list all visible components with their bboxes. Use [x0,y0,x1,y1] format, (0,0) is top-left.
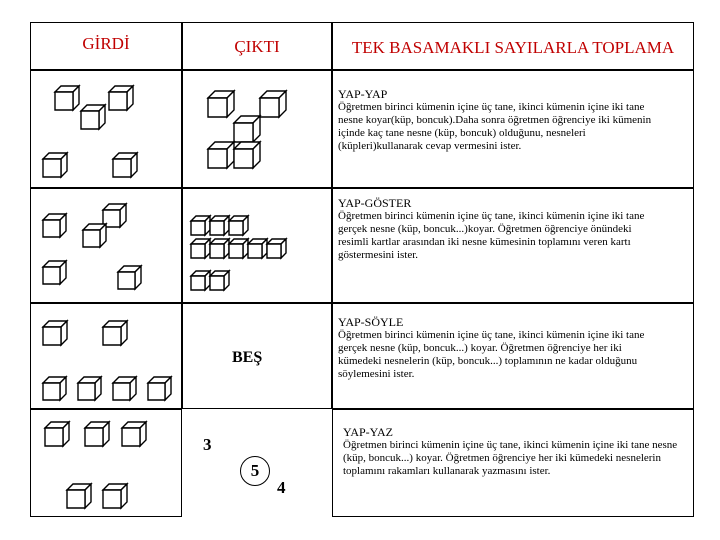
cube-icon [147,376,172,401]
cube-icon [228,215,249,236]
cube-icon [54,85,80,111]
cube-icon [233,141,261,169]
cube-icon [266,238,287,259]
row1-description [338,88,663,153]
row2-step-title: YAP-GÖSTER [338,196,412,210]
cube-icon [209,238,230,259]
cube-icon [228,238,249,259]
output-header: ÇIKTI [234,37,280,56]
sum-value: 5 [250,461,260,480]
cube-icon [42,320,68,346]
cube-icon [42,260,67,285]
cube-icon [84,421,110,447]
cube-icon [190,270,211,291]
row3-description [338,316,663,381]
cube-icon [207,90,235,118]
addend-a: 3 [203,435,212,454]
cube-icon [82,223,107,248]
cube-icon [190,238,211,259]
cube-icon [108,85,134,111]
input-header: GİRDİ [82,34,130,53]
row4-step-title: YAP-YAZ [343,425,394,439]
cube-icon [112,376,137,401]
cube-icon [233,115,261,143]
cube-icon [66,483,92,509]
cube-icon [77,376,102,401]
row1-step-text: Öğretmen birinci kümenin içine üç tane, ikinci kümenin içine iki tane nesne koyar(küp, boncuk).Daha sonra öğretmen öğrenciye iki kümenin içinde kaç tane nesne (küp, boncuk) olduğunu, nesneleri (küpleri)kullanarak cevap vermesini ister. [338,101,652,152]
cube-icon [190,215,211,236]
row4-step-text: Öğretmen birinci kümenin içine üç tane, ikinci kümenin içine iki tane nesne (küp, boncuk...) koyar. Öğretmen öğrenciye her iki kümedeki nesnelerin toplamını rakamları kullanarak yazmasını ister. [343,439,678,477]
cube-icon [42,152,68,178]
row1-step-title: YAP-YAP [338,87,388,101]
answer-word: BEŞ [232,349,263,366]
sum-circle [240,456,270,486]
row3-step-text: Öğretmen birinci kümenin içine üç tane, ikinci kümenin içine iki tane gerçek nesne (küp, boncuk...) koyar. Öğretmen öğrenciye her iki kümedeki nesnelerin (küp, boncuk...) toplamının ne kadar olduğunu söylemesini ister. [338,329,645,380]
cube-icon [247,238,268,259]
cube-icon [112,152,138,178]
row4-description [343,426,683,478]
cube-icon [121,421,147,447]
cube-icon [209,270,230,291]
addend-b: 4 [277,478,286,497]
cube-icon [42,213,67,238]
cube-icon [209,215,230,236]
cube-icon [207,141,235,169]
cube-icon [102,483,128,509]
cube-icon [80,104,106,130]
cube-icon [102,320,128,346]
cube-icon [42,376,67,401]
cube-icon [259,90,287,118]
row2-step-text: Öğretmen birinci kümenin içine üç tane, ikinci kümenin içine iki tane gerçek nesne (küp, boncuk...)koyar. Öğretmen öğrenciye önündeki resimli kartlar arasından iki nesne kümesinin toplamını veren kartı göstermesini ister. [338,210,645,261]
row2-description [338,197,663,262]
cube-icon [117,265,142,290]
cube-icon [44,421,70,447]
page-title: TEK BASAMAKLI SAYILARLA TOPLAMA [351,38,675,57]
row3-step-title: YAP-SÖYLE [338,315,404,329]
